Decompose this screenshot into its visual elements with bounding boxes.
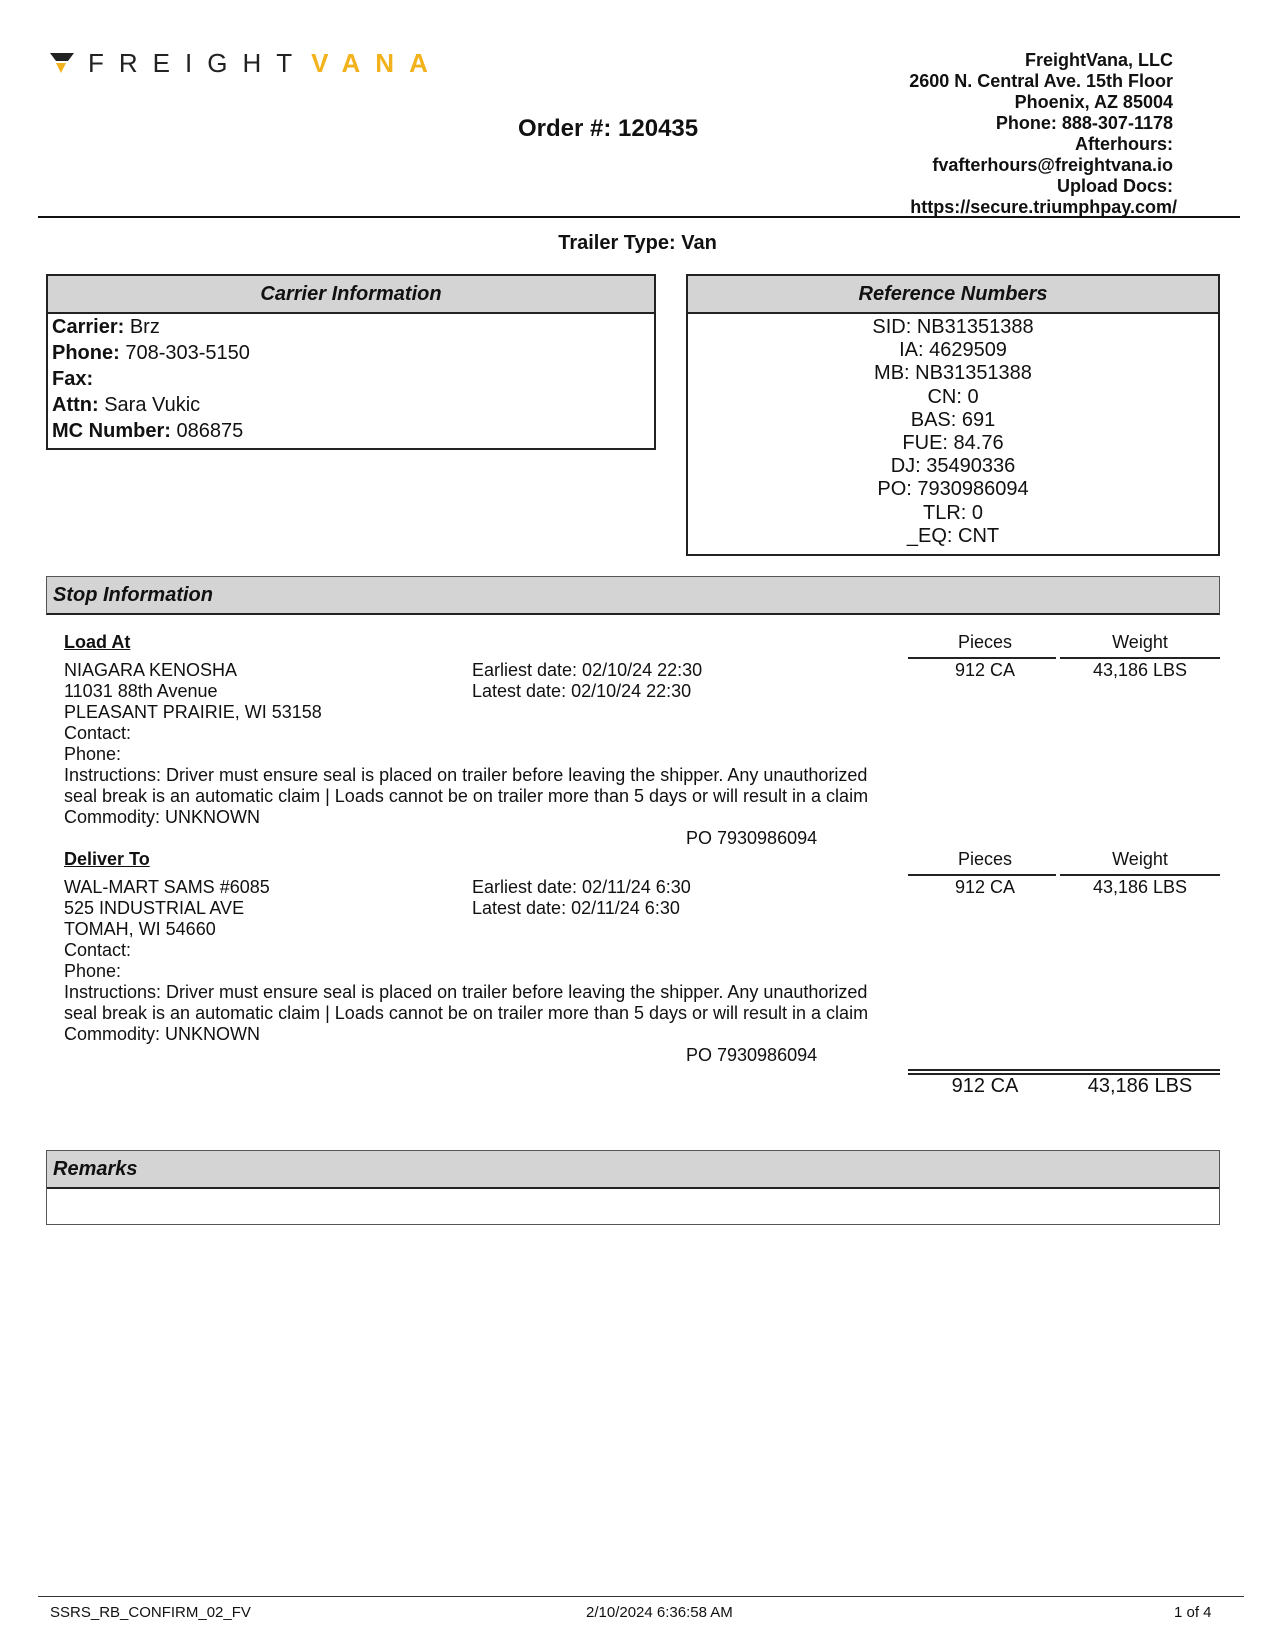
load-weight-rule xyxy=(1060,657,1220,659)
load-at-po: PO 7930986094 xyxy=(686,828,818,848)
reference-numbers-box xyxy=(686,274,1220,556)
load-at-latest: Latest date: 02/10/24 22:30 xyxy=(472,681,692,701)
company-afterhours-label: Afterhours: xyxy=(1075,134,1173,154)
carrier-attn-label: Attn: xyxy=(52,394,99,416)
order-title: Order #: 120435 xyxy=(518,115,699,142)
deliver-to-address2: TOMAH, WI 54660 xyxy=(64,919,216,939)
carrier-phone-value: 708-303-5150 xyxy=(125,342,250,364)
deliver-weight-value: 43,186 LBS xyxy=(1092,877,1188,897)
load-at-commodity: Commodity: UNKNOWN xyxy=(64,807,261,827)
reference-item: _EQ: CNT xyxy=(906,524,1000,547)
remarks-heading: Remarks xyxy=(46,1150,1220,1189)
load-at-address1: 11031 88th Avenue xyxy=(64,681,218,701)
carrier-info-body xyxy=(48,314,654,444)
header-divider xyxy=(38,216,1240,218)
remarks-body xyxy=(46,1188,1220,1225)
carrier-attn-row xyxy=(52,392,654,418)
deliver-to-title: Deliver To xyxy=(64,849,150,869)
company-address: 2600 N. Central Ave. 15th Floor xyxy=(909,71,1173,91)
load-pieces-header: Pieces xyxy=(957,632,1013,652)
stop-information-heading: Stop Information xyxy=(46,576,1220,615)
load-at-address2: PLEASANT PRAIRIE, WI 53158 xyxy=(64,702,322,722)
deliver-weight-header: Weight xyxy=(1112,849,1168,869)
footer-timestamp: 2/10/2024 6:36:58 AM xyxy=(586,1604,733,1621)
deliver-pieces-header: Pieces xyxy=(957,849,1013,869)
reference-item: BAS: 691 xyxy=(910,408,996,431)
logo-word-vana: VANA xyxy=(311,47,443,78)
carrier-fax-label: Fax: xyxy=(52,368,94,390)
load-at-contact: Contact: xyxy=(64,723,132,743)
freightvana-logo-icon xyxy=(50,51,74,75)
freightvana-logo xyxy=(50,48,443,78)
company-afterhours-email[interactable]: fvafterhours@freightvana.io xyxy=(932,155,1173,175)
reference-item: MB: NB31351388 xyxy=(874,362,1032,385)
company-info xyxy=(909,50,1177,218)
load-at-instructions: Instructions: Driver must ensure seal is placed on trailer before leaving the shipper. Any unauthorized seal break is an automatic claim | Loads cannot be on trailer more than 5 days or will result in a claim xyxy=(64,765,869,806)
reference-item: SID: NB31351388 xyxy=(872,316,1034,338)
carrier-info-heading: Carrier Information xyxy=(48,276,654,314)
load-at-dates xyxy=(472,660,702,702)
company-city: Phoenix, AZ 85004 xyxy=(1014,92,1173,112)
logo-word-freight: FREIGHT xyxy=(88,47,308,78)
carrier-fax-row xyxy=(52,366,654,392)
deliver-to-earliest: Earliest date: 02/11/24 6:30 xyxy=(472,877,691,897)
reference-numbers-list xyxy=(688,314,1218,548)
carrier-mc-label: MC Number: xyxy=(52,420,171,442)
load-at-name: NIAGARA KENOSHA xyxy=(64,660,238,680)
deliver-to-dates xyxy=(472,877,691,919)
deliver-to-instructions: Instructions: Driver must ensure seal is placed on trailer before leaving the shipper. Any unauthorized seal break is an automatic claim | Loads cannot be on trailer more than 5 days or will result in a claim xyxy=(64,982,869,1023)
footer-report-name: SSRS_RB_CONFIRM_02_FV xyxy=(50,1604,251,1621)
load-at-earliest: Earliest date: 02/10/24 22:30 xyxy=(472,660,703,680)
deliver-to-contact: Contact: xyxy=(64,940,132,960)
carrier-phone-row xyxy=(52,340,654,366)
reference-item: IA: 4629509 xyxy=(899,339,1007,362)
deliver-to-latest: Latest date: 02/11/24 6:30 xyxy=(472,898,680,918)
footer-divider xyxy=(38,1596,1244,1597)
carrier-mc-row xyxy=(52,418,654,444)
company-upload-link[interactable]: https://secure.triumphpay.com/ xyxy=(910,197,1177,217)
deliver-weight-rule xyxy=(1060,874,1220,876)
load-weight-header: Weight xyxy=(1112,632,1168,652)
footer-page-number: 1 of 4 xyxy=(1174,1604,1212,1621)
carrier-phone-label: Phone: xyxy=(52,342,120,364)
total-weight: 43,186 LBS xyxy=(1087,1075,1193,1097)
deliver-pieces-rule xyxy=(908,874,1056,876)
deliver-to-po: PO 7930986094 xyxy=(686,1045,818,1065)
carrier-info-box xyxy=(46,274,656,450)
reference-item: FUE: 84.76 xyxy=(902,432,1004,455)
deliver-pieces-value: 912 CA xyxy=(954,877,1016,897)
reference-item: PO: 7930986094 xyxy=(877,478,1029,501)
load-weight-value: 43,186 LBS xyxy=(1092,660,1188,680)
carrier-label: Carrier: xyxy=(52,316,125,338)
reference-numbers-heading: Reference Numbers xyxy=(688,276,1218,314)
load-pieces-value: 912 CA xyxy=(954,660,1016,680)
reference-item: CN: 0 xyxy=(927,385,979,408)
carrier-value: Brz xyxy=(129,316,160,338)
load-at-phone: Phone: xyxy=(64,744,122,764)
deliver-to-name: WAL-MART SAMS #6085 xyxy=(64,877,270,897)
total-pieces: 912 CA xyxy=(951,1075,1019,1097)
reference-item: DJ: 35490336 xyxy=(890,455,1016,478)
deliver-to-phone: Phone: xyxy=(64,961,122,981)
deliver-to-address1: 525 INDUSTRIAL AVE xyxy=(64,898,245,918)
load-pieces-rule xyxy=(908,657,1056,659)
load-at-title: Load At xyxy=(64,632,131,652)
trailer-type: Trailer Type: Van xyxy=(558,232,717,254)
carrier-row xyxy=(52,314,654,340)
deliver-to-commodity: Commodity: UNKNOWN xyxy=(64,1024,261,1044)
company-phone: Phone: 888-307-1178 xyxy=(995,113,1173,133)
totals-rule-top xyxy=(908,1069,1220,1071)
reference-item: TLR: 0 xyxy=(922,501,984,524)
carrier-attn-value: Sara Vukic xyxy=(104,394,201,416)
company-upload-label: Upload Docs: xyxy=(1056,176,1173,196)
carrier-mc-value: 086875 xyxy=(176,420,244,442)
company-name: FreightVana, LLC xyxy=(1024,50,1173,70)
